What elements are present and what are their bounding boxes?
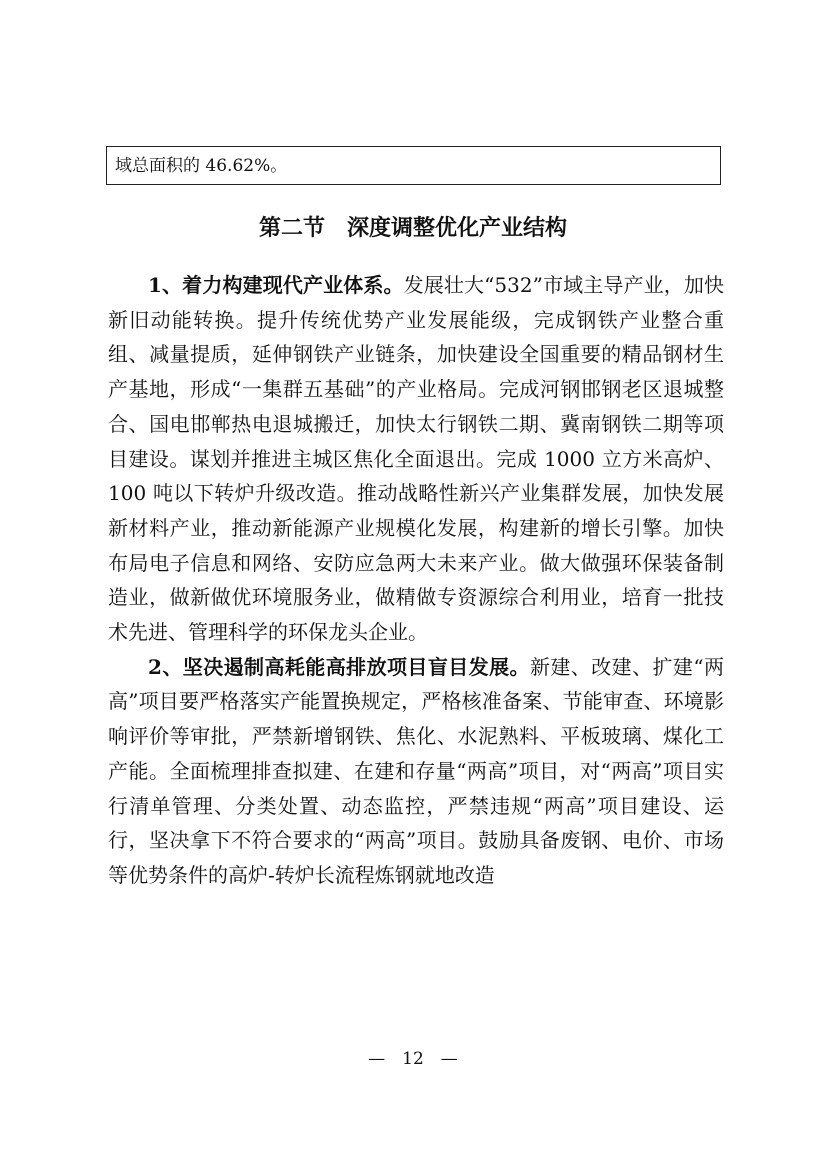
paragraph-body: 发展壮大“532”市域主导产业，加快新旧动能转换。提升传统优势产业发展能级，完成钢铁产业整合重组、减量提质，延伸钢铁产业链条，加快建设全国重要的精品钢材生产基地，形成“一集群五基础”的产业格局。完成河钢邯钢老区退城整合、国电邯郸热电退城搬迁，加快太行钢铁二期、冀南钢铁二期等项目建设。谋划并推进主城区焦化全面退出。完成 1000 立方米高炉、100 吨以下转炉升级改造。推动战略性新兴产业集群发展，加快发展新材料产业，推动新能源产业规模化发展，构建新的增长引擎。加快布局电子信息和网络、安防应急两大未来产业。做大做强环保装备制造业，做新做优环境服务业，做精做专资源综合利用业，培育一批技术先进、管理科学的环保龙头企业。 bbox=[108, 273, 725, 645]
page-number: — 12 — bbox=[368, 1049, 458, 1069]
paragraph-high-emission-control bbox=[108, 650, 724, 893]
paragraph-body: 新建、改建、扩建“两高”项目要严格落实产能置换规定，严格核准备案、节能审查、环境影响评价等审批，严禁新增钢铁、焦化、水泥熟料、平板玻璃、煤化工产能。全面梳理排查拟建、在建和存量“两高”项目，对“两高”项目实行清单管理、分类处置、动态监控，严禁违规“两高”项目建设、运行，坚决拿下不符合要求的“两高”项目。鼓励具备废钢、电价、市场等优势条件的高炉-转炉长流程炼钢就地改造 bbox=[108, 654, 724, 887]
paragraph-industrial-system bbox=[108, 268, 724, 650]
boxed-note-text: 域总面积的 46.62%。 bbox=[115, 156, 288, 176]
section-heading: 第二节 深度调整优化产业结构 bbox=[258, 215, 567, 241]
boxed-note bbox=[106, 146, 721, 185]
paragraph-lead: 2、坚决遏制高耗能高排放项目盲目发展。 bbox=[148, 654, 530, 679]
body-text bbox=[108, 268, 724, 893]
paragraph-lead: 1、着力构建现代产业体系。 bbox=[148, 273, 404, 297]
